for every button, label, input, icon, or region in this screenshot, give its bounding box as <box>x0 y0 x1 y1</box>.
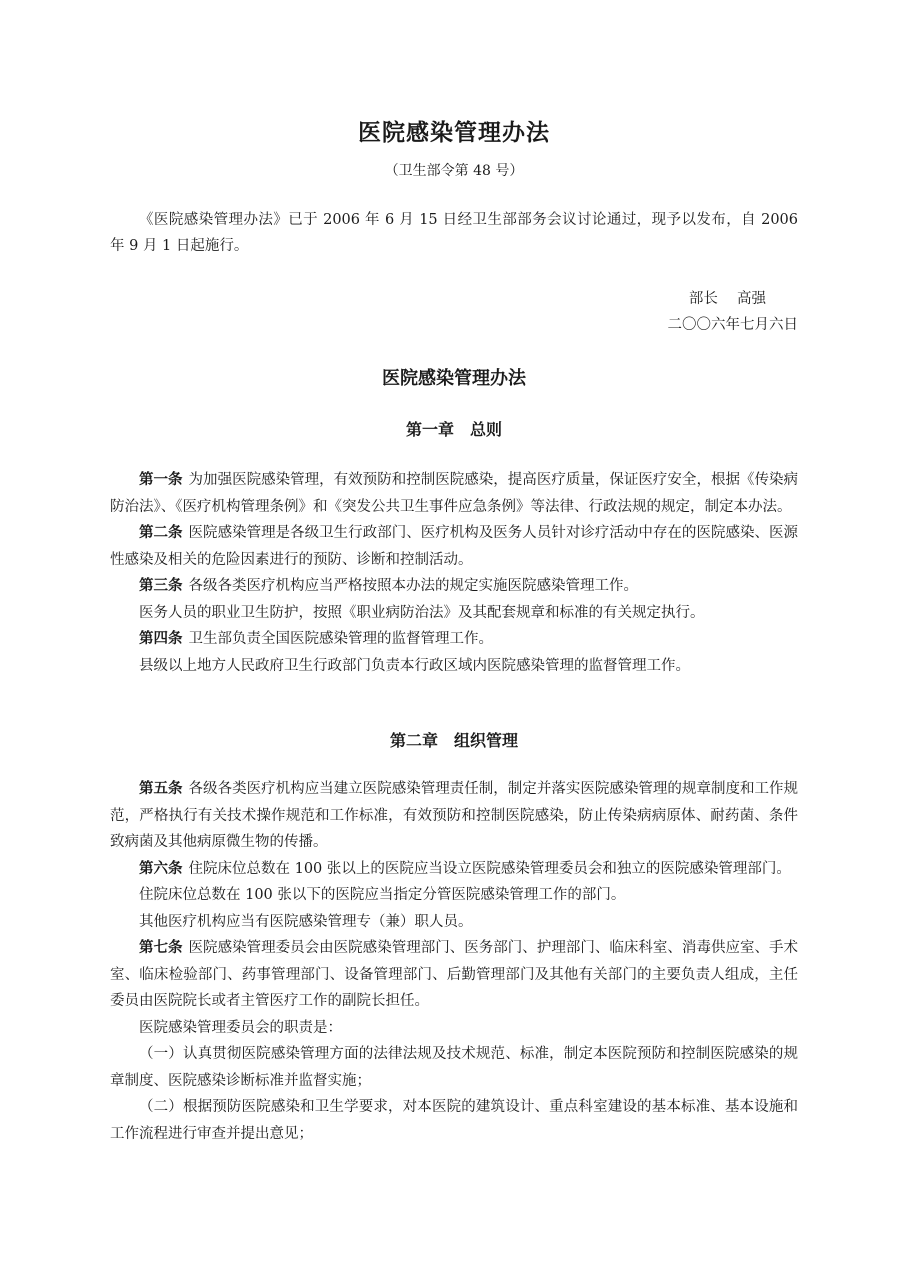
article-paragraph <box>110 600 798 627</box>
article-paragraph <box>110 935 798 1015</box>
article-paragraph <box>110 626 798 653</box>
article-paragraph <box>110 1041 798 1094</box>
article-text: 医务人员的职业卫生防护，按照《职业病防治法》及其配套规章和标准的有关规定执行。 <box>139 604 705 621</box>
article-paragraph <box>110 520 798 573</box>
article-number: 第六条 <box>139 860 183 877</box>
article-number: 第四条 <box>139 631 183 647</box>
article-text: 各级各类医疗机构应当建立医院感染管理责任制，制定并落实医院感染管理的规章制度和工作规范，严格执行有关技术操作规范和工作标准，有效预防和控制医院感染，防止传染病病原体、耐药菌、条件致病菌及其他病原微生物的传播。 <box>110 781 799 850</box>
article-paragraph <box>110 467 798 520</box>
chapter-1-body <box>110 467 798 679</box>
article-text: 住院床位总数在 100 张以下的医院应当指定分管医院感染管理工作的部门。 <box>139 887 626 903</box>
order-number: （卫生部令第 48 号） <box>384 163 524 179</box>
article-text: 医院感染管理委员会由医院感染管理部门、医务部门、护理部门、临床科室、消毒供应室、手术室、临床检验部门、药事管理部门、设备管理部门、后勤管理部门及其他有关部门的主要负责人组成，主任委员由医院院长或者主管医疗工作的副院长担任。 <box>110 940 799 1009</box>
article-number: 第二条 <box>139 525 183 541</box>
article-paragraph <box>110 573 798 600</box>
document-title: 医院感染管理办法 <box>358 120 550 146</box>
article-paragraph <box>110 1094 798 1147</box>
article-paragraph <box>110 653 798 680</box>
chapter-2-body <box>110 776 798 1147</box>
article-paragraph <box>110 776 798 856</box>
article-number: 第一条 <box>139 472 183 488</box>
article-text: 住院床位总数在 100 张以上的医院应当设立医院感染管理委员会和独立的医院感染管理部门。 <box>188 860 791 877</box>
article-text: 县级以上地方人民政府卫生行政部门负责本行政区域内医院感染管理的监督管理工作。 <box>139 657 690 674</box>
article-text: （二）根据预防医院感染和卫生学要求，对本医院的建筑设计、重点科室建设的基本标准、基本设施和工作流程进行审查并提出意见； <box>110 1099 798 1142</box>
article-text: 医院感染管理是各级卫生行政部门、医疗机构及医务人员针对诊疗活动中存在的医院感染、医源性感染及相关的危险因素进行的预防、诊断和控制活动。 <box>110 525 799 568</box>
signature-date: 二〇〇六年七月六日 <box>667 317 798 333</box>
signature-minister: 部长 高强 <box>688 291 766 307</box>
article-number: 第七条 <box>139 940 183 956</box>
article-number: 第三条 <box>139 578 183 594</box>
article-number: 第五条 <box>139 781 183 797</box>
article-text: （一）认真贯彻医院感染管理方面的法律法规及技术规范、标准，制定本医院预防和控制医院感染的规章制度、医院感染诊断标准并监督实施； <box>110 1046 798 1089</box>
article-text: 为加强医院感染管理，有效预防和控制医院感染，提高医疗质量，保证医疗安全，根据《传染病防治法》、《医疗机构管理条例》和《突发公共卫生事件应急条例》等法律、行政法规的规定，制定本办法。 <box>110 472 799 515</box>
chapter-heading-general: 第一章 总则 <box>405 420 502 439</box>
article-paragraph <box>110 856 798 883</box>
document-page <box>110 0 798 1280</box>
chapter-heading-organization: 第二章 组织管理 <box>389 731 518 750</box>
regulation-title: 医院感染管理办法 <box>382 368 526 389</box>
article-text: 其他医疗机构应当有医院感染管理专（兼）职人员。 <box>139 913 473 930</box>
article-text: 医院感染管理委员会的职责是： <box>139 1019 342 1036</box>
article-paragraph <box>110 909 798 936</box>
article-text: 各级各类医疗机构应当严格按照本办法的规定实施医院感染管理工作。 <box>188 578 638 594</box>
article-text: 卫生部负责全国医院感染管理的监督管理工作。 <box>188 631 493 647</box>
article-paragraph <box>110 1015 798 1042</box>
intro-paragraph: 《医院感染管理办法》已于 2006 年 6 月 15 日经卫生部部务会议讨论通过，现予以发布，自 2006 年 9 月 1 日起施行。 <box>110 212 798 254</box>
article-paragraph <box>110 882 798 909</box>
